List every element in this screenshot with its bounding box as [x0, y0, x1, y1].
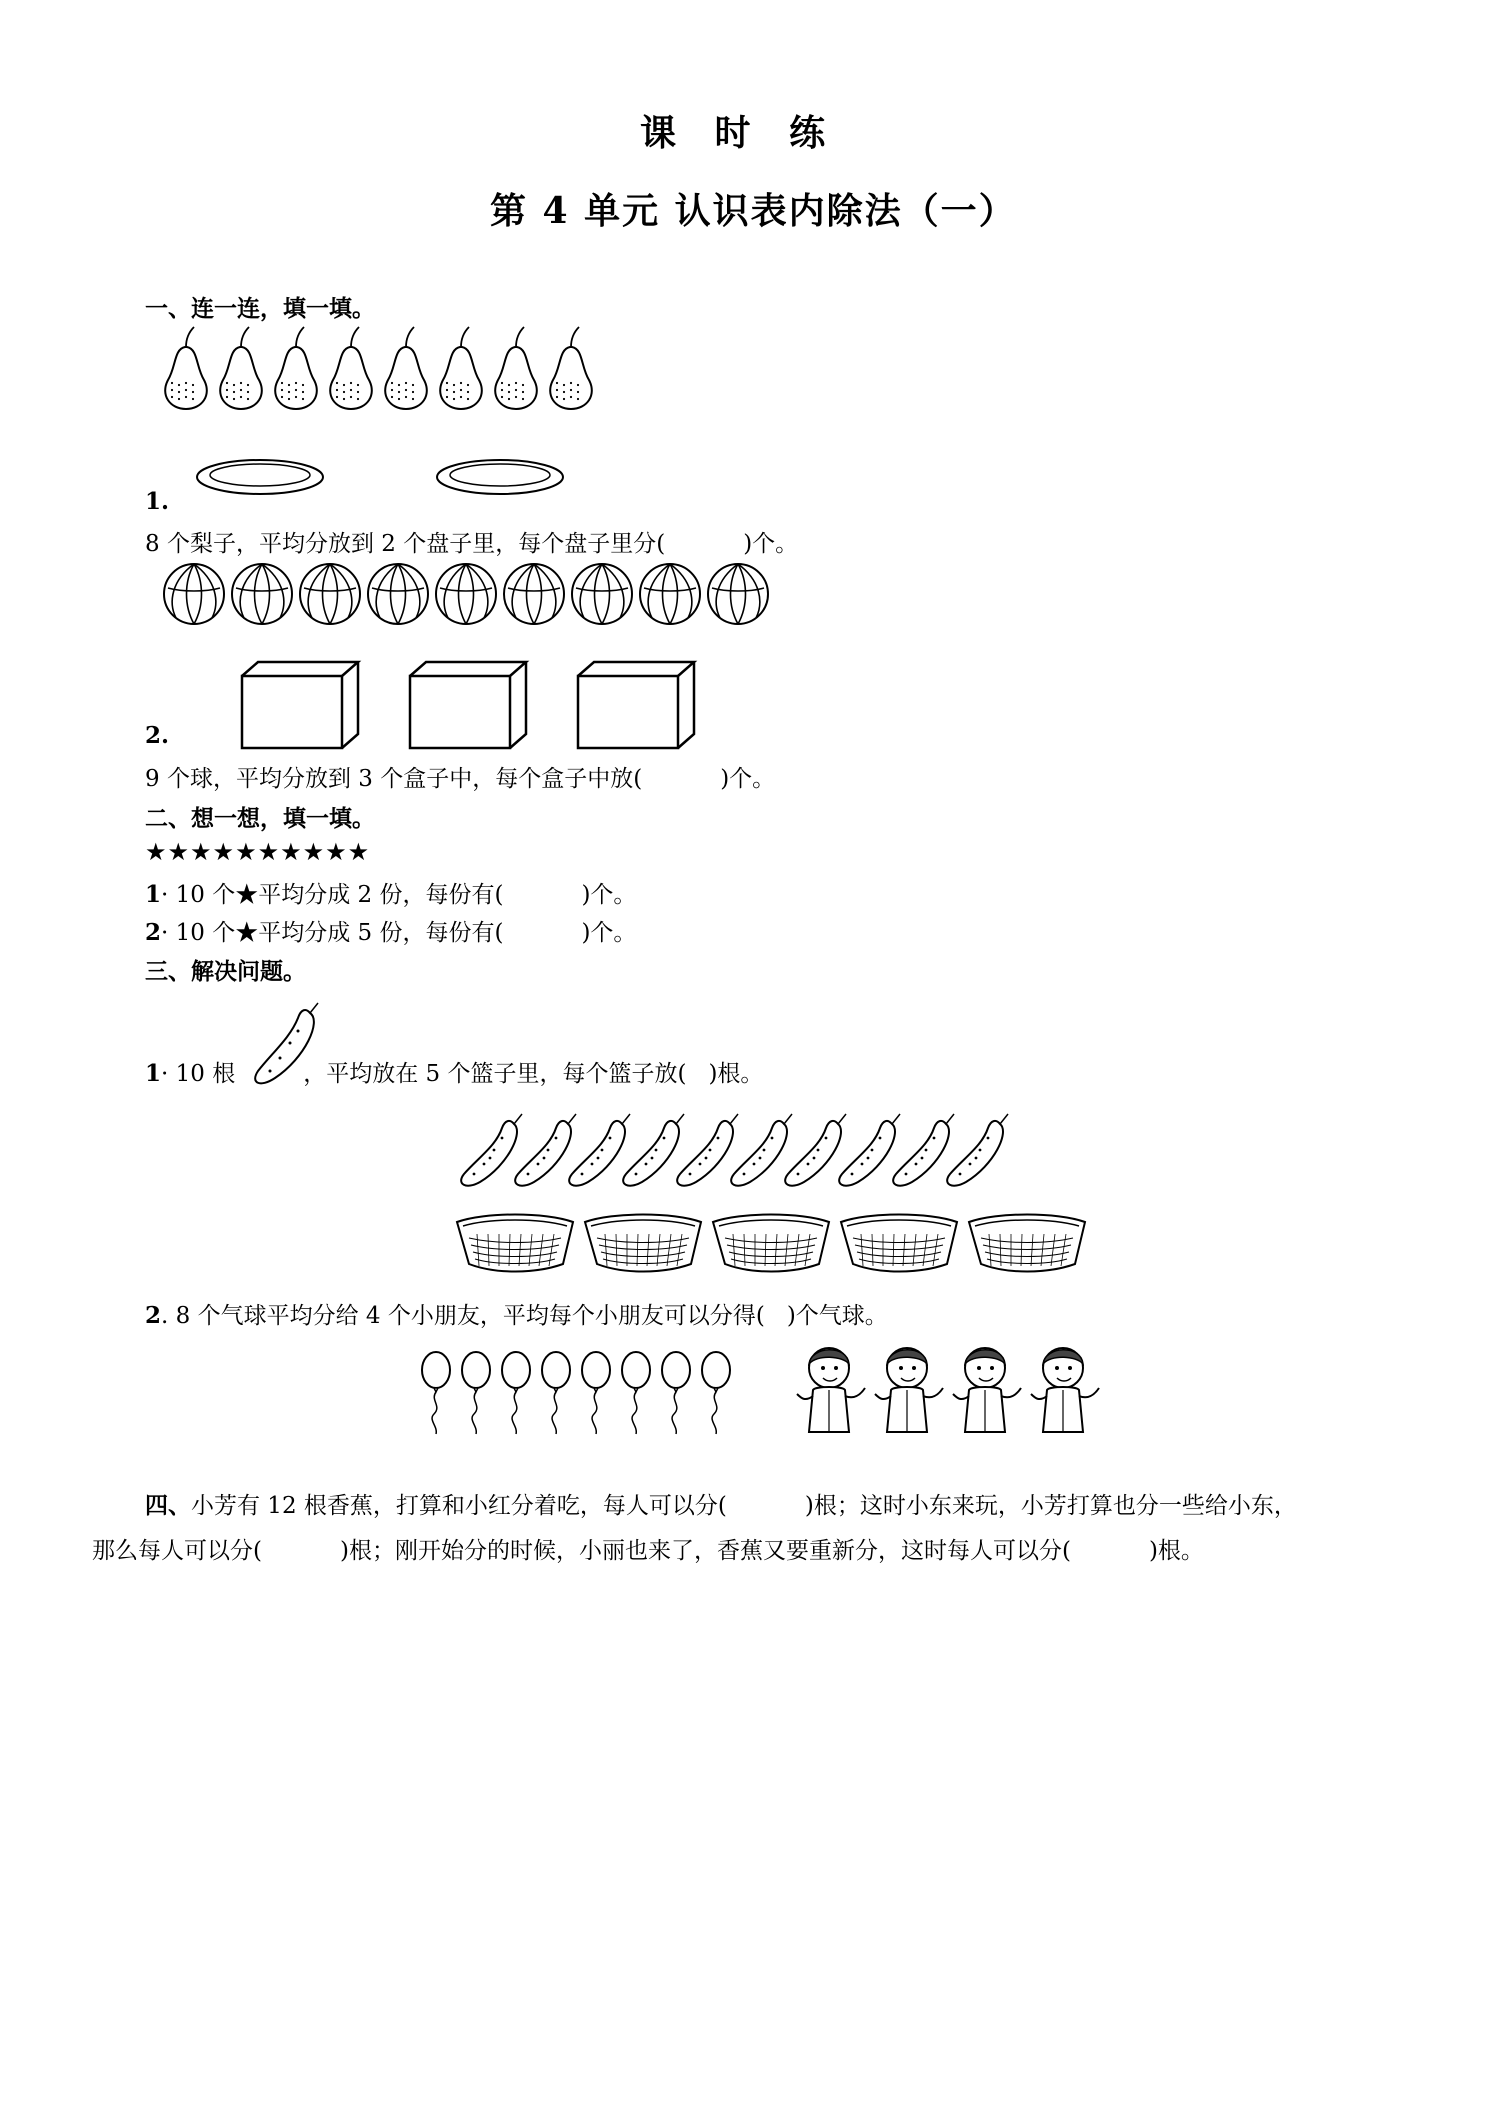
- ball-icon: [164, 564, 224, 624]
- s3-q2-text-after: )个气球。: [786, 1303, 888, 1329]
- balloon-icon: [422, 1352, 450, 1434]
- plates-row: [195, 455, 575, 510]
- plate-icon: [197, 460, 323, 494]
- s4-line1-b: )根；这时小东来玩，小芳打算也分一些给小东，: [804, 1493, 1297, 1519]
- s2-q2-text-before: · 10 个★平均分成 5 份，每份有(: [161, 920, 504, 946]
- plate-icon: [437, 460, 563, 494]
- child-icon: [875, 1348, 943, 1432]
- basket-icon: [969, 1215, 1085, 1272]
- pear-icon: [550, 327, 592, 409]
- boxes-row: [240, 660, 720, 755]
- balloon-icon: [702, 1352, 730, 1434]
- basket-icon: [585, 1215, 701, 1272]
- s4-line1-a: 小芳有 12 根香蕉，打算和小红分着吃，每人可以分(: [191, 1493, 727, 1519]
- s4-heading: 四、: [145, 1492, 191, 1519]
- box-icon: [578, 662, 694, 748]
- baskets-row: [455, 1212, 1095, 1282]
- cucumber-icon: [731, 1114, 792, 1186]
- ball-icon: [368, 564, 428, 624]
- ball-icon: [300, 564, 360, 624]
- cucumber-icon: [569, 1114, 630, 1186]
- stars-row: ★★★★★★★★★★: [145, 838, 371, 866]
- s3-q2: [145, 1297, 888, 1330]
- s3-q1: [145, 1055, 763, 1088]
- cucumber-icon: [623, 1114, 684, 1186]
- pears-row: [160, 325, 620, 415]
- s4-line2: [92, 1532, 1204, 1565]
- s1-q1-number: 1.: [145, 488, 170, 515]
- ball-icon: [232, 564, 292, 624]
- s3-q2-number: 2: [145, 1302, 162, 1329]
- box-icon: [410, 662, 526, 748]
- s4-line1: [145, 1487, 1297, 1520]
- page-title: 课 时 练: [640, 112, 828, 154]
- s3-q2-text-before: . 8 个气球平均分给 4 个小朋友，平均每个小朋友可以分得(: [161, 1303, 765, 1329]
- cucumber-icon: [839, 1114, 900, 1186]
- s4-line2-a: 那么每人可以分(: [92, 1538, 262, 1564]
- cucumber-icon: [255, 1003, 318, 1083]
- pear-icon: [220, 327, 262, 409]
- ball-icon: [640, 564, 700, 624]
- child-icon: [1031, 1348, 1099, 1432]
- child-icon: [953, 1348, 1021, 1432]
- s1-q2-text-after: )个。: [720, 766, 776, 792]
- s2-q1: [145, 876, 636, 909]
- cucumber-inline: [245, 998, 320, 1088]
- ball-icon: [436, 564, 496, 624]
- s3-q1-number: 1: [145, 1060, 162, 1087]
- s2-q1-text-before: · 10 个★平均分成 2 份，每份有(: [161, 882, 504, 908]
- cucumbers-row: [458, 1110, 1028, 1195]
- section2-heading: 二、想一想，填一填。: [145, 806, 375, 832]
- s1-q2-text-before: 9 个球，平均分放到 3 个盒子中，每个盒子中放(: [145, 766, 643, 792]
- basket-icon: [713, 1215, 829, 1272]
- basket-icon: [841, 1215, 957, 1272]
- children-row: [795, 1340, 1125, 1440]
- s4-line2-c: )根。: [1148, 1538, 1204, 1564]
- balloon-icon: [662, 1352, 690, 1434]
- cucumber-icon: [947, 1114, 1008, 1186]
- s2-q1-text-after: )个。: [581, 882, 637, 908]
- child-icon: [797, 1348, 865, 1432]
- balloon-icon: [582, 1352, 610, 1434]
- section1-heading: 一、连一连，填一填。: [145, 296, 375, 322]
- s3-q1-text-before: · 10 根: [161, 1061, 236, 1087]
- s2-q2-text-after: )个。: [581, 920, 637, 946]
- s3-q1-text-end: )根。: [708, 1061, 764, 1087]
- cucumber-icon: [677, 1114, 738, 1186]
- s2-q1-number: 1: [145, 881, 162, 908]
- ball-icon: [504, 564, 564, 624]
- s2-q2-number: 2: [145, 919, 162, 946]
- pear-icon: [275, 327, 317, 409]
- s1-q1-text-after: )个。: [743, 531, 799, 557]
- balloon-icon: [502, 1352, 530, 1434]
- s2-q2: [145, 914, 636, 947]
- cucumber-icon: [515, 1114, 576, 1186]
- pear-icon: [440, 327, 482, 409]
- balloon-icon: [542, 1352, 570, 1434]
- s3-q1-text-after: ，平均放在 5 个篮子里，每个篮子放(: [303, 1061, 687, 1087]
- unit-title: 第 4 单元 认识表内除法（一）: [490, 190, 1017, 232]
- pear-icon: [385, 327, 427, 409]
- balloons-row: [420, 1350, 750, 1440]
- s4-line2-b: )根；刚开始分的时候，小丽也来了，香蕉又要重新分，这时每人可以分(: [339, 1538, 1071, 1564]
- s1-q2-number: 2.: [145, 722, 170, 749]
- s1-q2-text: [145, 760, 775, 793]
- box-icon: [242, 662, 358, 748]
- s1-q1-text-before: 8 个梨子，平均分放到 2 个盘子里，每个盘子里分(: [145, 531, 666, 557]
- balloon-icon: [462, 1352, 490, 1434]
- cucumber-icon: [461, 1114, 522, 1186]
- s1-q1-text: [145, 525, 798, 558]
- cucumber-icon: [893, 1114, 954, 1186]
- pear-icon: [330, 327, 372, 409]
- pear-icon: [165, 327, 207, 409]
- balloon-icon: [622, 1352, 650, 1434]
- ball-icon: [572, 564, 632, 624]
- section3-heading: 三、解决问题。: [145, 959, 306, 985]
- basket-icon: [457, 1215, 573, 1272]
- ball-icon: [708, 564, 768, 624]
- balls-row: [162, 562, 802, 632]
- cucumber-icon: [785, 1114, 846, 1186]
- pear-icon: [495, 327, 537, 409]
